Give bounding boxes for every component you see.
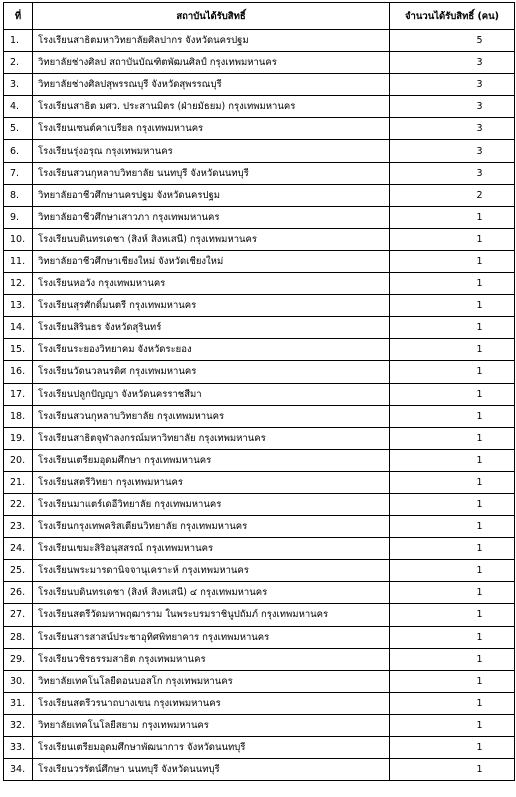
institution-name: โรงเรียนพระมารดานิจจานุเคราะห์ กรุงเทพมหานคร — [33, 560, 390, 582]
row-number: 2. — [4, 52, 33, 74]
quota-count: 1 — [390, 339, 515, 361]
institution-name: โรงเรียนเตรียมอุดมศึกษาพัฒนาการ จังหวัดนนทบุรี — [33, 737, 390, 759]
institution-name: โรงเรียนสาธิตจุฬาลงกรณ์มหาวิทยาลัย กรุงเทพมหานคร — [33, 427, 390, 449]
row-number: 17. — [4, 383, 33, 405]
institution-name: โรงเรียนปลูกปัญญา จังหวัดนครราชสีมา — [33, 383, 390, 405]
row-number: 16. — [4, 361, 33, 383]
quota-count: 1 — [390, 516, 515, 538]
table-body — [4, 30, 515, 781]
table-row — [4, 74, 515, 96]
institution-name: โรงเรียนสาธิตมหาวิทยาลัยศิลปากร จังหวัดนครปฐม — [33, 30, 390, 52]
institution-name: โรงเรียนเตรียมอุดมศึกษา กรุงเทพมหานคร — [33, 449, 390, 471]
row-number: 30. — [4, 670, 33, 692]
table-header — [4, 3, 515, 30]
row-number: 22. — [4, 493, 33, 515]
row-number: 4. — [4, 96, 33, 118]
quota-count: 1 — [390, 626, 515, 648]
quota-count: 1 — [390, 273, 515, 295]
quota-count: 3 — [390, 96, 515, 118]
quota-count: 1 — [390, 670, 515, 692]
row-number: 11. — [4, 250, 33, 272]
table-row — [4, 52, 515, 74]
row-number: 33. — [4, 737, 33, 759]
row-number: 14. — [4, 317, 33, 339]
table-row — [4, 118, 515, 140]
quota-count: 1 — [390, 759, 515, 781]
quota-count: 1 — [390, 449, 515, 471]
table-row — [4, 626, 515, 648]
institution-name: โรงเรียนสวนกุหลาบวิทยาลัย กรุงเทพมหานคร — [33, 405, 390, 427]
quota-count: 1 — [390, 228, 515, 250]
row-number: 25. — [4, 560, 33, 582]
institution-name: โรงเรียนหอวัง กรุงเทพมหานคร — [33, 273, 390, 295]
row-number: 10. — [4, 228, 33, 250]
table-row — [4, 250, 515, 272]
quota-count: 1 — [390, 714, 515, 736]
table-row — [4, 538, 515, 560]
row-number: 31. — [4, 692, 33, 714]
row-number: 32. — [4, 714, 33, 736]
quota-count: 1 — [390, 427, 515, 449]
quota-count: 1 — [390, 560, 515, 582]
institution-name: โรงเรียนบดินทรเดชา (สิงห์ สิงหเสนี) ๔ กรุงเทพมหานคร — [33, 582, 390, 604]
quota-count: 1 — [390, 692, 515, 714]
row-number: 7. — [4, 162, 33, 184]
table-row — [4, 361, 515, 383]
institution-name: โรงเรียนเซนต์คาเบรียล กรุงเทพมหานคร — [33, 118, 390, 140]
row-number: 5. — [4, 118, 33, 140]
quota-count: 1 — [390, 737, 515, 759]
institution-name: โรงเรียนบดินทรเดชา (สิงห์ สิงหเสนี) กรุงเทพมหานคร — [33, 228, 390, 250]
row-number: 26. — [4, 582, 33, 604]
row-number: 1. — [4, 30, 33, 52]
row-number: 13. — [4, 295, 33, 317]
table-row — [4, 692, 515, 714]
institution-name: โรงเรียนเขมะสิริอนุสสรณ์ กรุงเทพมหานคร — [33, 538, 390, 560]
table-row — [4, 604, 515, 626]
table-row — [4, 648, 515, 670]
table-row — [4, 317, 515, 339]
row-number: 24. — [4, 538, 33, 560]
institution-name: โรงเรียนรุ่งอรุณ กรุงเทพมหานคร — [33, 140, 390, 162]
institution-name: โรงเรียนสารสาสน์ประชาอุทิศพิทยาคาร กรุงเทพมหานคร — [33, 626, 390, 648]
institution-name: โรงเรียนสตรีวัดมหาพฤฒาราม ในพระบรมราชินูปถัมภ์ กรุงเทพมหานคร — [33, 604, 390, 626]
institution-name: วิทยาลัยเทคโนโลยีดอนบอสโก กรุงเทพมหานคร — [33, 670, 390, 692]
table-row — [4, 405, 515, 427]
table-row — [4, 339, 515, 361]
institution-name: วิทยาลัยช่างศิลป สถาบันบัณฑิตพัฒนศิลป์ กรุงเทพมหานคร — [33, 52, 390, 74]
row-number: 21. — [4, 471, 33, 493]
table-row — [4, 295, 515, 317]
quota-count: 1 — [390, 604, 515, 626]
table-row — [4, 427, 515, 449]
institution-name: วิทยาลัยเทคโนโลยีสยาม กรุงเทพมหานคร — [33, 714, 390, 736]
quota-count: 3 — [390, 52, 515, 74]
quota-count: 1 — [390, 383, 515, 405]
table-row — [4, 273, 515, 295]
table-row — [4, 714, 515, 736]
table-row — [4, 449, 515, 471]
row-number: 20. — [4, 449, 33, 471]
quota-count: 1 — [390, 361, 515, 383]
row-number: 23. — [4, 516, 33, 538]
quota-count: 1 — [390, 405, 515, 427]
row-number: 34. — [4, 759, 33, 781]
row-number: 27. — [4, 604, 33, 626]
institution-name: โรงเรียนสตรีวรนาถบางเขน กรุงเทพมหานคร — [33, 692, 390, 714]
institution-name: โรงเรียนสิรินธร จังหวัดสุรินทร์ — [33, 317, 390, 339]
row-number: 9. — [4, 206, 33, 228]
quota-count: 1 — [390, 206, 515, 228]
institution-name: โรงเรียนสุรศักดิ์มนตรี กรุงเทพมหานคร — [33, 295, 390, 317]
quota-count: 1 — [390, 471, 515, 493]
header-institution: สถาบันได้รับสิทธิ์ — [33, 3, 390, 30]
table-row — [4, 516, 515, 538]
quota-count: 2 — [390, 184, 515, 206]
table-row — [4, 184, 515, 206]
institution-name: โรงเรียนวัดนวลนรดิศ กรุงเทพมหานคร — [33, 361, 390, 383]
table-row — [4, 162, 515, 184]
table-row — [4, 493, 515, 515]
table-row — [4, 560, 515, 582]
institution-name: โรงเรียนมาแตร์เดอีวิทยาลัย กรุงเทพมหานคร — [33, 493, 390, 515]
quota-count: 1 — [390, 648, 515, 670]
institution-name: โรงเรียนวชิรธรรมสาธิต กรุงเทพมหานคร — [33, 648, 390, 670]
table-row — [4, 30, 515, 52]
row-number: 18. — [4, 405, 33, 427]
quota-count: 1 — [390, 317, 515, 339]
row-number: 3. — [4, 74, 33, 96]
institution-name: วิทยาลัยอาชีวศึกษาเสาวภา กรุงเทพมหานคร — [33, 206, 390, 228]
table-row — [4, 206, 515, 228]
table-row — [4, 96, 515, 118]
institutions-table-container — [3, 2, 514, 781]
row-number: 12. — [4, 273, 33, 295]
table-row — [4, 737, 515, 759]
institution-name: โรงเรียนสตรีวิทยา กรุงเทพมหานคร — [33, 471, 390, 493]
institution-name: โรงเรียนสาธิต มศว. ประสานมิตร (ฝ่ายมัธยม) กรุงเทพมหานคร — [33, 96, 390, 118]
quota-count: 3 — [390, 74, 515, 96]
table-row — [4, 140, 515, 162]
quota-count: 1 — [390, 295, 515, 317]
table-row — [4, 471, 515, 493]
table-row — [4, 670, 515, 692]
institution-name: โรงเรียนวรรัตน์ศึกษา นนทบุรี จังหวัดนนทบุรี — [33, 759, 390, 781]
quota-count: 3 — [390, 118, 515, 140]
institution-name: วิทยาลัยช่างศิลปสุพรรณบุรี จังหวัดสุพรรณบุรี — [33, 74, 390, 96]
row-number: 15. — [4, 339, 33, 361]
row-number: 29. — [4, 648, 33, 670]
row-number: 19. — [4, 427, 33, 449]
row-number: 6. — [4, 140, 33, 162]
institution-name: โรงเรียนระยองวิทยาคม จังหวัดระยอง — [33, 339, 390, 361]
institution-name: วิทยาลัยอาชีวศึกษานครปฐม จังหวัดนครปฐม — [33, 184, 390, 206]
row-number: 28. — [4, 626, 33, 648]
quota-count: 1 — [390, 493, 515, 515]
quota-count: 1 — [390, 582, 515, 604]
row-number: 8. — [4, 184, 33, 206]
institution-name: โรงเรียนกรุงเทพคริสเตียนวิทยาลัย กรุงเทพมหานคร — [33, 516, 390, 538]
table-row — [4, 383, 515, 405]
table-row — [4, 759, 515, 781]
quota-count: 3 — [390, 140, 515, 162]
institutions-table — [3, 2, 515, 781]
table-row — [4, 228, 515, 250]
institution-name: โรงเรียนสวนกุหลาบวิทยาลัย นนทบุรี จังหวัดนนทบุรี — [33, 162, 390, 184]
quota-count: 1 — [390, 538, 515, 560]
header-row — [4, 3, 515, 30]
institution-name: วิทยาลัยอาชีวศึกษาเชียงใหม่ จังหวัดเชียงใหม่ — [33, 250, 390, 272]
table-row — [4, 582, 515, 604]
header-number: ที่ — [4, 3, 33, 30]
header-quota: จำนวนได้รับสิทธิ์ (คน) — [390, 3, 515, 30]
quota-count: 5 — [390, 30, 515, 52]
quota-count: 1 — [390, 250, 515, 272]
quota-count: 3 — [390, 162, 515, 184]
